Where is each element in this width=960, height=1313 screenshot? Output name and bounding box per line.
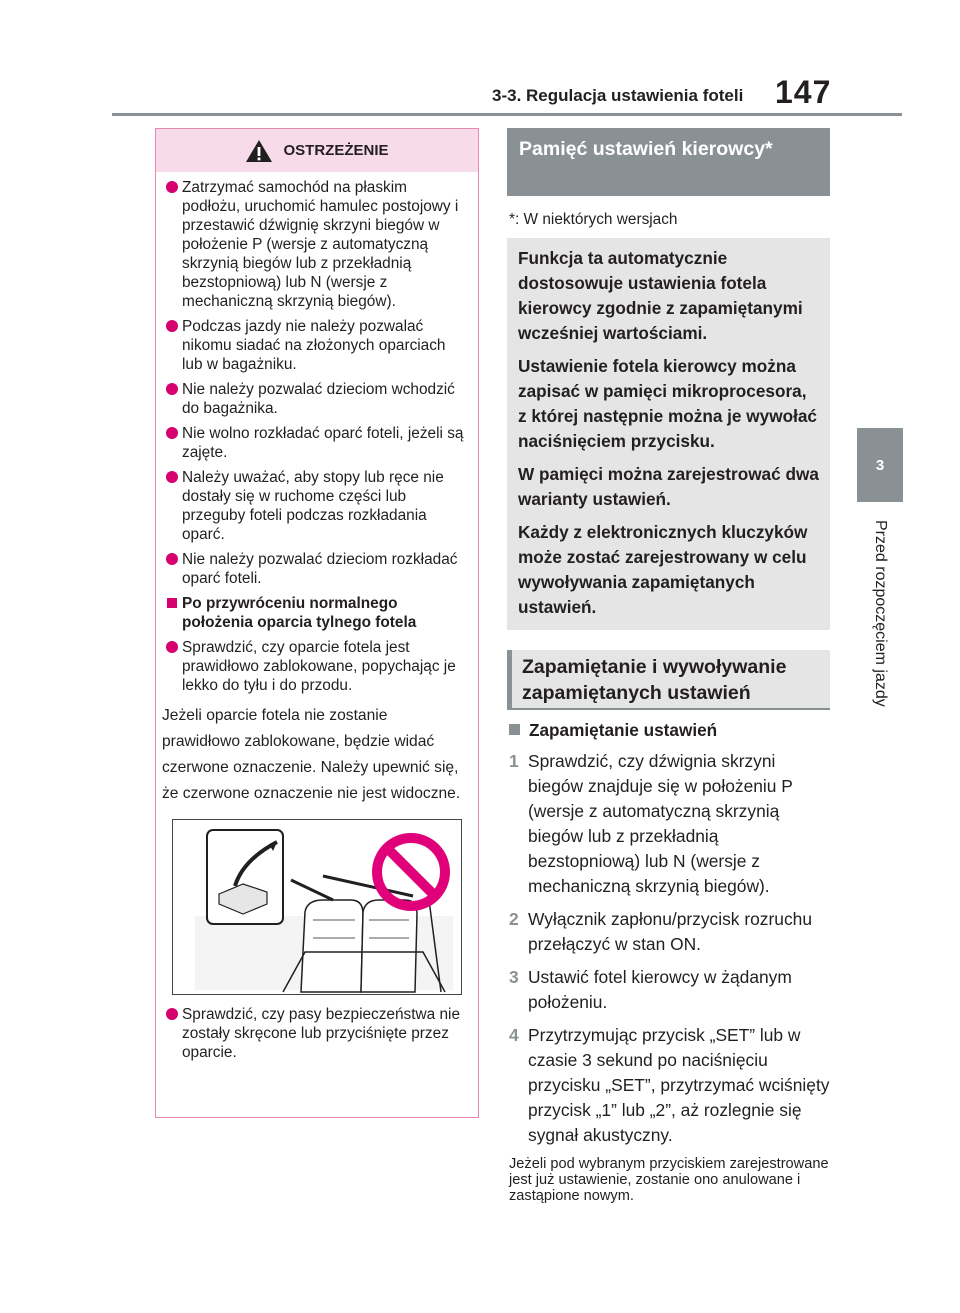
warning-item-text: Zatrzymać samochód na płaskim podłożu, uruchomić hamulec postojowy i przestawić dźwignię skrzyni biegów w położenie P (wersje z automatyczną skrzynią biegów lub z przekładnią bezstopniową) lub N (wersje z mechaniczną skrzynią biegów).: [182, 179, 459, 310]
warning-item-text: Sprawdzić, czy oparcie fotela jest prawidłowo zablokowane, popychając je lekko do tyłu i do przodu.: [182, 639, 456, 694]
bullet-icon: [166, 181, 178, 193]
intro-paragraph: Funkcja ta automatycznie dostosowuje ustawienia fotela kierowcy zgodnie z zapamiętanymi wcześniej wartościami.: [518, 248, 803, 343]
bullet-icon: [166, 471, 178, 483]
procedure: [509, 716, 834, 1204]
bullet-icon: [166, 383, 178, 395]
warning-item: [166, 1005, 468, 1062]
warning-item-text: Nie wolno rozkładać oparć foteli, jeżeli są zajęte.: [182, 425, 464, 461]
intro-paragraph: Ustawienie fotela kierowcy można zapisać w pamięci mikroprocesora, z której następnie można je wywołać naciśnięciem przycisku.: [518, 356, 817, 451]
warning-subheading: [166, 594, 468, 632]
step-text: Sprawdzić, czy dźwignia skrzyni biegów znajduje się w położeniu P (wersje z automatyczną skrzynią biegów lub z przekładnią bezstopniową) lub N (wersje z mechaniczną skrzynią biegów).: [528, 751, 793, 896]
seat-belt-illustration: [173, 820, 461, 994]
warning-item: [166, 424, 468, 462]
bullet-icon: [166, 553, 178, 565]
step-text: Ustawić fotel kierowcy w żądanym położeniu.: [528, 967, 792, 1012]
section-heading: Pamięć ustawień kierowcy*: [507, 128, 830, 196]
header-title: 3-3. Regulacja ustawienia foteli: [492, 86, 744, 105]
procedure-title-text: Zapamiętanie ustawień: [529, 720, 718, 740]
step-number: 3: [509, 967, 519, 987]
warning-item: [166, 317, 468, 374]
procedure-note: Jeżeli pod wybranym przyciskiem zarejestrowane jest już ustawienie, zostanie ono anulowane i zastąpione nowym.: [509, 1156, 829, 1204]
intro-paragraph: W pamięci można zarejestrować dwa warianty ustawień.: [518, 464, 819, 509]
warning-item-text: Nie należy pozwalać dzieciom wchodzić do bagażnika.: [182, 381, 455, 417]
warning-item-text: Należy uważać, aby stopy lub ręce nie dostały się w ruchome części lub przeguby foteli podczas rozkładania oparć.: [182, 469, 444, 543]
step-text: Przytrzymując przycisk „SET” lub w czasie 3 sekund po naciśnięciu przycisku „SET”, przytrzymać wciśnięty przycisk „1” lub „2”, aż rozlegnie się sygnał akustyczny.: [528, 1025, 830, 1145]
procedure-step: [509, 1023, 834, 1148]
step-number: 1: [509, 751, 519, 771]
warning-item-text: Podczas jazdy nie należy pozwalać nikomu siadać na złożonych oparciach lub w bagażniku.: [182, 318, 446, 373]
warning-item: [166, 380, 468, 418]
warning-item: [166, 550, 468, 588]
subsection-heading: Zapamiętanie i wywoływanie zapamiętanych ustawień: [507, 650, 830, 710]
procedure-step: [509, 749, 834, 899]
warning-item-text: Nie należy pozwalać dzieciom rozkładać oparć foteli.: [182, 551, 458, 587]
chapter-tab: [857, 428, 903, 502]
procedure-step: [509, 965, 834, 1015]
header-rule: [112, 113, 902, 116]
bullet-icon: [166, 641, 178, 653]
step-number: 2: [509, 909, 519, 929]
square-bullet-icon: [509, 724, 520, 735]
page-number: 147: [775, 74, 832, 110]
chapter-number: 3: [875, 456, 885, 474]
warning-triangle-icon: [245, 139, 273, 163]
warning-title: OSTRZEŻENIE: [283, 142, 389, 159]
step-text: Wyłącznik zapłonu/przycisk rozruchu przełączyć w stan ON.: [528, 909, 812, 954]
bullet-icon: [166, 320, 178, 332]
step-number: 4: [509, 1025, 519, 1045]
procedure-title: [509, 720, 834, 741]
bullet-icon: [166, 1008, 178, 1020]
footnote: *: W niektórych wersjach: [509, 211, 678, 228]
intro-box: [507, 238, 830, 630]
procedure-step: [509, 907, 834, 957]
warning-item: [166, 468, 468, 544]
intro-paragraph: Każdy z elektronicznych kluczyków może zostać zarejestrowany w celu wywoływania zapamiętanych ustawień.: [518, 522, 808, 617]
chapter-label: Przed rozpoczęciem jazdy: [872, 520, 889, 707]
bullet-icon: [166, 427, 178, 439]
warning-box: [155, 128, 479, 1118]
warning-paragraph: Jeżeli oparcie fotela nie zostanie prawidłowo zablokowane, będzie widać czerwone oznaczenie. Należy upewnić się, że czerwone oznaczenie nie jest widoczne.: [162, 707, 461, 802]
seat-illustration: [172, 819, 462, 995]
warning-header: [156, 129, 478, 172]
warning-item: [166, 178, 468, 311]
warning-item-text: Sprawdzić, czy pasy bezpieczeństwa nie zostały skręcone lub przyciśnięte przez oparcie.: [182, 1006, 461, 1061]
warning-subheading-text: Po przywróceniu normalnego położenia oparcia tylnego fotela: [182, 595, 417, 631]
warning-item: [166, 638, 468, 695]
square-bullet-icon: [167, 598, 177, 608]
